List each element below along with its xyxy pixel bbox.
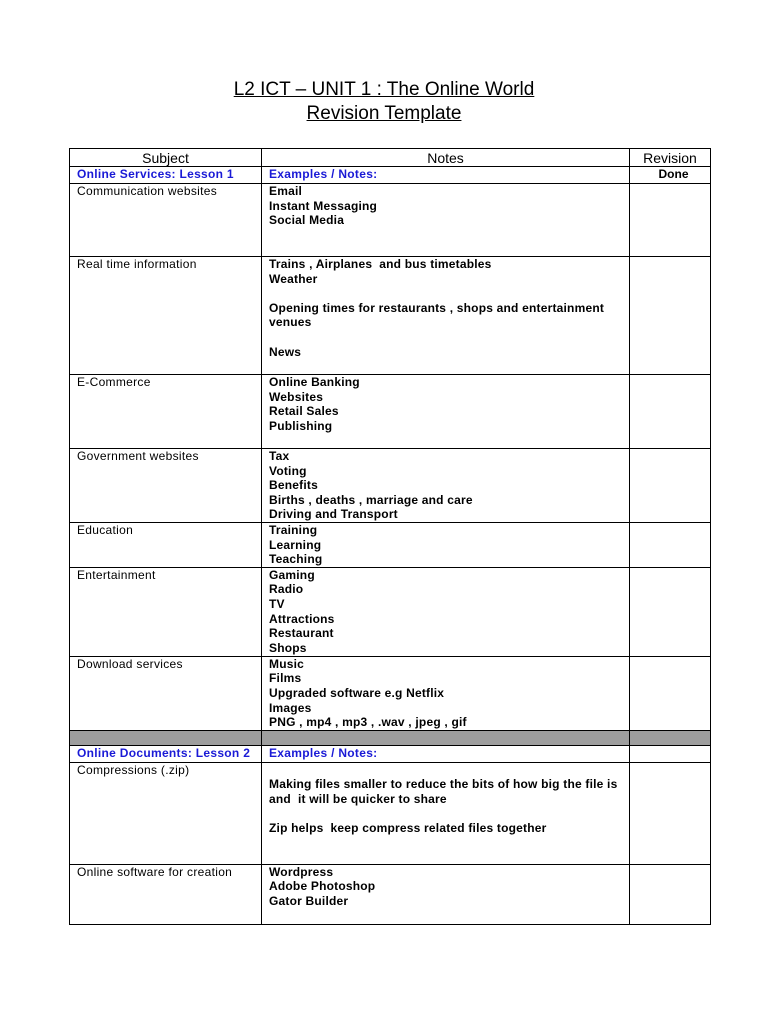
revision-done-cell[interactable] [630,567,711,656]
revision-done-cell[interactable] [630,449,711,523]
lesson1-title: Online Services: Lesson 1 [70,167,262,184]
revision-done-cell[interactable] [630,864,711,924]
notes-cell [262,762,630,864]
notes-cell [262,257,630,375]
revision-table [69,148,711,925]
revision-done-cell[interactable] [630,656,711,730]
notes-cell [262,375,630,449]
notes-line: Email [269,184,303,198]
separator-cell [630,730,711,745]
notes-header: Notes [262,149,630,167]
notes-line: Instant Messaging [269,198,378,213]
lesson2-title: Online Documents: Lesson 2 [70,745,262,762]
notes-line: Gaming [269,567,315,582]
notes-cell [262,523,630,568]
notes-line: Wordpress [269,864,334,879]
notes-line: Teaching [269,552,323,567]
subject-cell: Education [70,523,262,568]
separator-cell [70,730,262,745]
subject-cell: Government websites [70,449,262,523]
subject-cell: Communication websites [70,184,262,257]
notes-line: Retail Sales [269,404,339,419]
lesson2-notes-label: Examples / Notes: [262,745,630,762]
done-header: Done [630,167,711,184]
notes-line: Publishing [269,418,333,433]
section-separator-row [70,730,711,745]
notes-line: Music [269,656,305,671]
notes-cell [262,449,630,523]
revision-done-cell[interactable] [630,762,711,864]
table-row [70,523,711,568]
revision-done-cell[interactable] [630,375,711,449]
notes-line: Images [269,700,312,715]
revision-done-cell[interactable] [630,184,711,257]
notes-line: Online Banking [269,375,360,389]
notes-line: Driving and Transport [269,507,398,522]
notes-line: Attractions [269,611,335,626]
subject-header: Subject [70,149,262,167]
notes-line: Opening times for restaurants , shops and entertainment venues [269,300,608,330]
notes-line: Websites [269,389,324,404]
notes-line: News [269,344,302,359]
notes-line: Training [269,523,318,537]
notes-line: Benefits [269,478,318,493]
notes-line: Upgraded software e.g Netflix [269,685,445,700]
notes-line: Films [269,671,302,686]
subject-cell: Online software for creation [70,864,262,924]
subject-cell: Entertainment [70,567,262,656]
table-row [70,762,711,864]
notes-line: Births , deaths , marriage and care [269,492,473,507]
notes-gap [269,763,629,778]
notes-line: Radio [269,582,304,597]
subject-cell: Real time information [70,257,262,375]
table-row [70,375,711,449]
notes-gap [269,807,629,822]
title-line-1: L2 ICT – UNIT 1 : The Online World [233,79,535,100]
notes-cell [262,567,630,656]
document-title [0,78,768,126]
table-row [70,567,711,656]
table-row [70,449,711,523]
notes-cell [262,184,630,257]
table-row [70,864,711,924]
title-line-2: Revision Template [306,103,462,124]
notes-gap [269,330,629,345]
notes-line: Shops [269,640,307,655]
subject-cell: Download services [70,656,262,730]
notes-line: Zip helps keep compress related files together [269,821,547,836]
notes-line: Restaurant [269,626,334,641]
lesson1-notes-label: Examples / Notes: [262,167,630,184]
header-row [70,149,711,167]
notes-line: Social Media [269,213,345,228]
notes-gap [269,286,629,301]
revision-done-cell[interactable] [630,257,711,375]
table-row [70,257,711,375]
notes-line: Weather [269,271,318,286]
revision-done-cell[interactable] [630,745,711,762]
notes-line: Tax [269,449,290,463]
lesson2-header-row [70,745,711,762]
notes-line: Gator Builder [269,893,349,908]
lesson1-header-row [70,167,711,184]
table-row [70,184,711,257]
notes-line: Trains , Airplanes and bus timetables [269,257,492,271]
subject-cell: E-Commerce [70,375,262,449]
notes-line: Adobe Photoshop [269,879,376,894]
notes-cell [262,864,630,924]
separator-cell [262,730,630,745]
subject-cell: Compressions (.zip) [70,762,262,864]
notes-line: Learning [269,537,322,552]
notes-line: Voting [269,463,307,478]
notes-line: TV [269,596,285,611]
table-row [70,656,711,730]
revision-header: Revision [630,149,711,167]
notes-line: PNG , mp4 , mp3 , .wav , jpeg , gif [269,715,467,730]
revision-done-cell[interactable] [630,523,711,568]
notes-cell [262,656,630,730]
notes-line: Making files smaller to reduce the bits of how big the file is and it will be quicker to share [269,777,622,806]
